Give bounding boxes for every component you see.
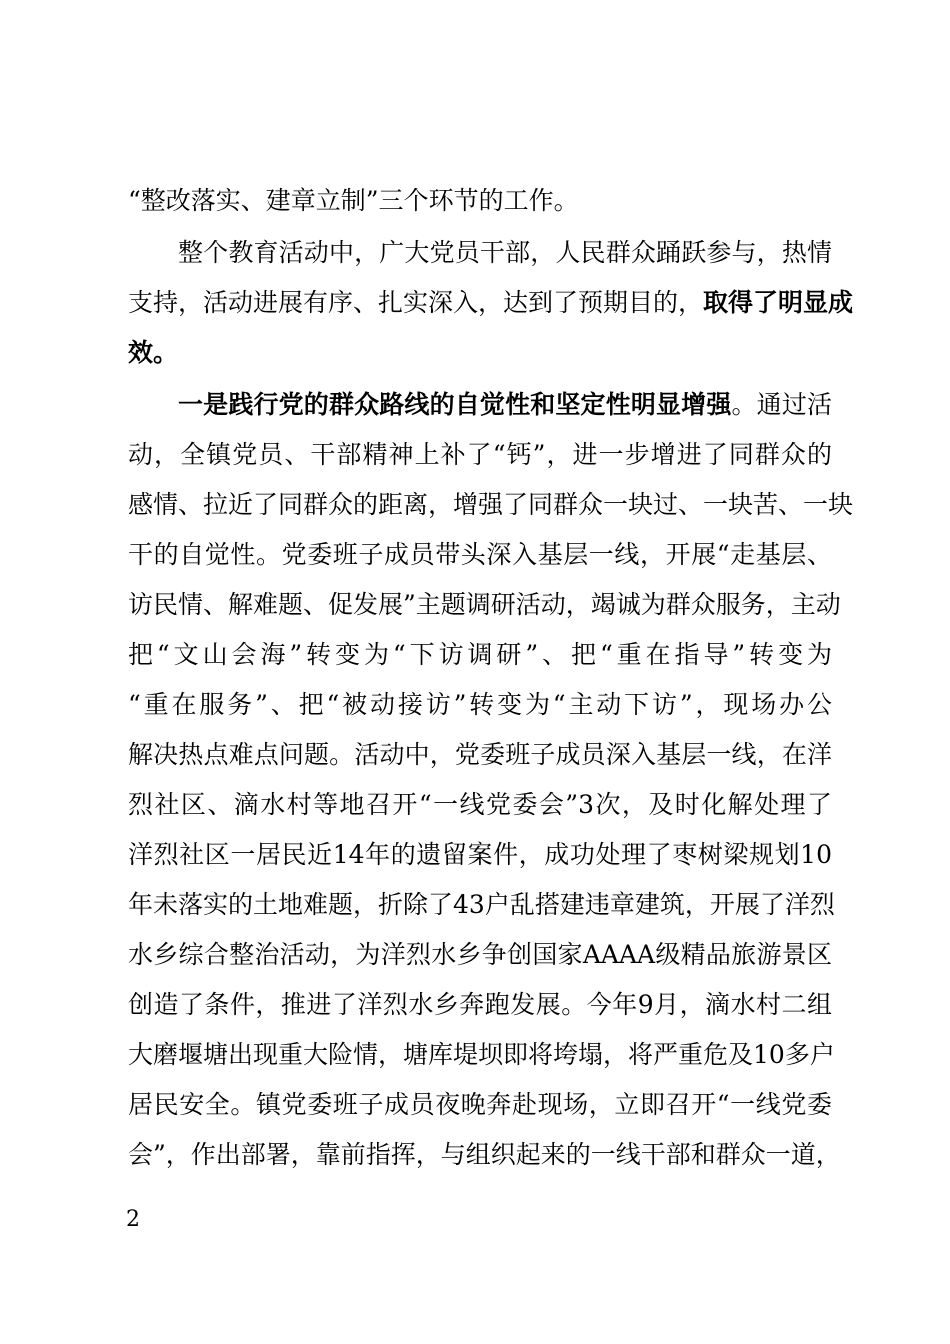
text-run: 整个教育活动中，广大党员干部，人民群众踊跃参与，热情 bbox=[178, 238, 832, 267]
text-line bbox=[128, 835, 832, 875]
text-line bbox=[128, 435, 832, 475]
bold-text-run: 一是践行党的群众路线的自觉性和坚定性明显增强 bbox=[178, 390, 732, 419]
text-line bbox=[128, 935, 832, 975]
text-run: 访民情、解难题、促发展”主题调研活动，竭诚为群众服务，主动 bbox=[128, 590, 841, 619]
text-run: 居民安全。镇党委班子成员夜晚奔赴现场，立即召开“一线党委 bbox=[128, 1090, 832, 1119]
text-line bbox=[128, 485, 854, 525]
text-line bbox=[128, 685, 832, 725]
text-line bbox=[128, 181, 832, 221]
text-run: 年未落实的土地难题，折除了43户乱搭建违章建筑，开展了洋烈 bbox=[128, 890, 835, 919]
text-line bbox=[128, 1035, 835, 1075]
text-run: “重在服务”、把“被动接访”转变为“主动下访”，现场办公 bbox=[128, 690, 832, 719]
bold-text-run: 效。 bbox=[128, 338, 179, 367]
bold-text-run: 取得了明显成 bbox=[703, 288, 854, 317]
text-line bbox=[128, 535, 832, 575]
text-run: 支持，活动进展有序、扎实深入，达到了预期目的， bbox=[128, 288, 704, 317]
text-run: 干的自觉性。党委班子成员带头深入基层一线，开展“走基层、 bbox=[128, 540, 832, 569]
text-run: 洋烈社区一居民近14年的遗留案件，成功处理了枣树梁规划10 bbox=[128, 840, 832, 869]
text-line bbox=[128, 1085, 832, 1125]
text-run: 会”，作出部署，靠前指挥，与组织起来的一线干部和群众一道， bbox=[128, 1140, 841, 1169]
text-line bbox=[128, 1135, 841, 1175]
text-run: “整改落实、建章立制”三个环节的工作。 bbox=[128, 186, 579, 215]
text-run: 大磨堰塘出现重大险情，塘库堤坝即将垮塌，将严重危及10多户 bbox=[128, 1040, 835, 1069]
text-run: 水乡综合整治活动，为洋烈水乡争创国家AAAA级精品旅游景区 bbox=[128, 940, 832, 969]
text-line bbox=[128, 585, 841, 625]
text-line bbox=[128, 635, 832, 675]
paragraph-first-line bbox=[178, 385, 832, 425]
text-run: 动，全镇党员、干部精神上补了“钙”，进一步增进了同群众的 bbox=[128, 440, 832, 469]
text-run: 把“文山会海”转变为“下访调研”、把“重在指导”转变为 bbox=[128, 640, 832, 669]
text-run: 烈社区、滴水村等地召开“一线党委会”3次，及时化解处理了 bbox=[128, 790, 832, 819]
text-line bbox=[128, 333, 832, 373]
text-line bbox=[128, 885, 835, 925]
paragraph-first-line bbox=[178, 233, 832, 273]
text-run: 。通过活 bbox=[731, 390, 832, 419]
text-run: 感情、拉近了同群众的距离，增强了同群众一块过、一块苦、一块 bbox=[128, 490, 854, 519]
text-line bbox=[128, 735, 832, 775]
page-number: 2 bbox=[126, 1207, 140, 1232]
text-line bbox=[128, 985, 832, 1025]
text-run: 创造了条件，推进了洋烈水乡奔跑发展。今年9月，滴水村二组 bbox=[128, 990, 832, 1019]
text-line bbox=[128, 283, 854, 323]
text-line bbox=[128, 785, 832, 825]
text-run: 解决热点难点问题。活动中，党委班子成员深入基层一线，在洋 bbox=[128, 740, 832, 769]
